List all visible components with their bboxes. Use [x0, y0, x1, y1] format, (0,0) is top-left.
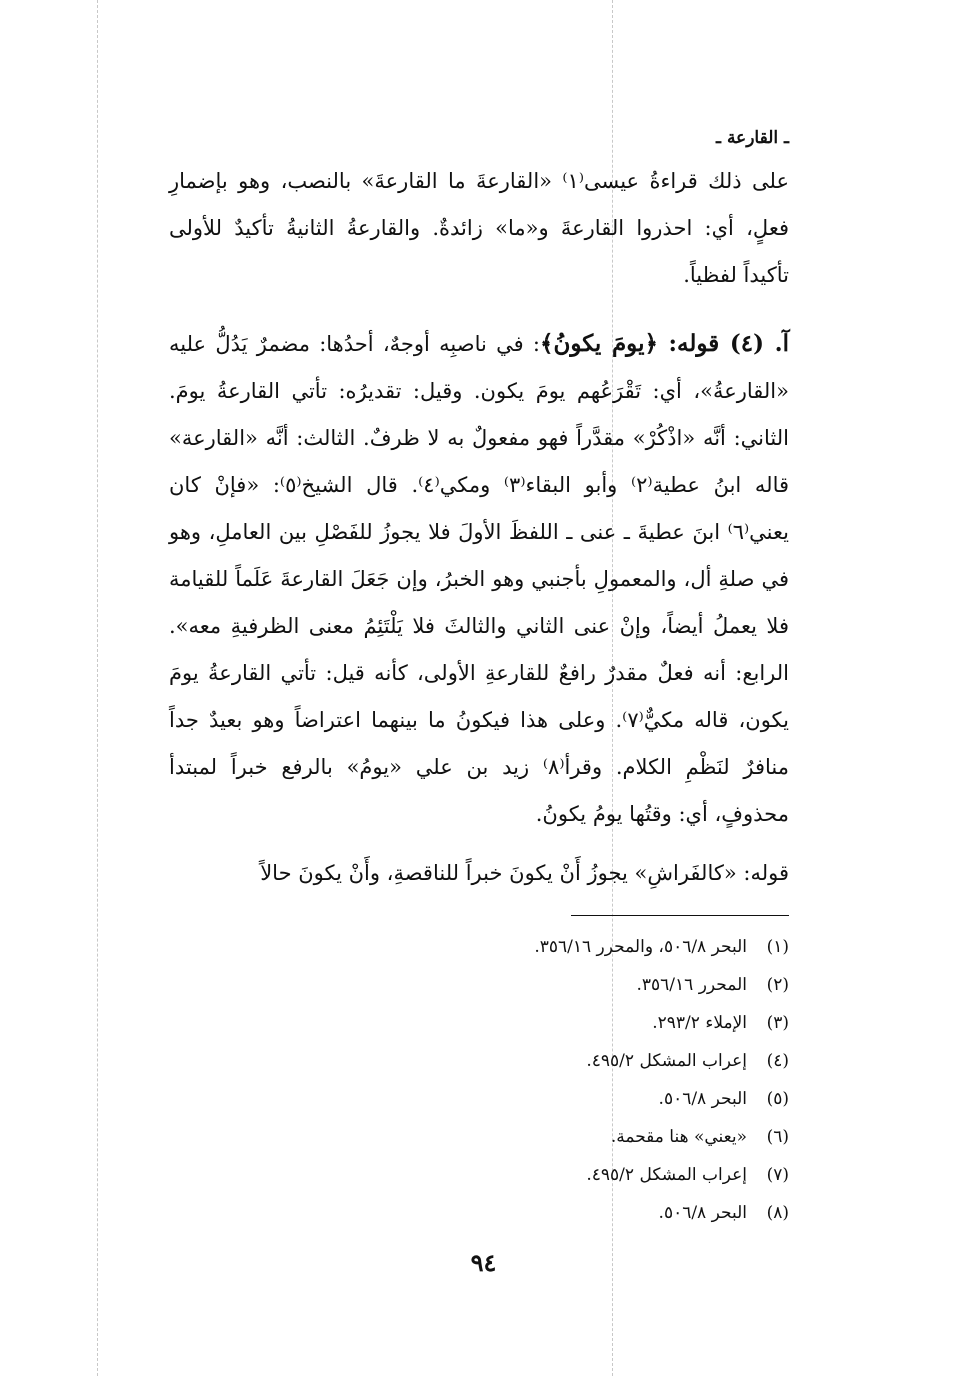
footnote	[229, 1194, 789, 1232]
footnote-number: (٦)	[766, 1127, 789, 1147]
paragraph-text: على ذلك قراءةُ عيسى⁽١⁾ «القارعةَ ما القارعةَ» بالنصب، وهو بإضمارِ فعلٍ، أي: احذروا القارعةَ و«ما» زائدةٌ. والقارعةُ الثانيةُ تأكيدٌ للأولى تأكيداً لفظياً.	[169, 169, 789, 287]
paragraph-text: قوله: «كالفَراشِ» يجوزُ أَنْ يكونَ خبراً للناقصةِ، وأَنْ يكونَ حالاً	[260, 861, 789, 885]
footnote	[229, 1004, 789, 1042]
footnote	[229, 1118, 789, 1156]
footnote	[229, 1080, 789, 1118]
paragraph	[169, 158, 789, 299]
running-header: ـ القارعة ـ	[716, 128, 789, 148]
verse-heading: آ. (٤) قوله: ﴿يومَ يكونُ﴾	[539, 330, 789, 357]
footnote-text: إعراب المشكل ٤٩٥/٢.	[586, 1051, 747, 1071]
footnote-number: (٧)	[766, 1165, 789, 1185]
footnote-number: (١)	[766, 937, 789, 957]
footnote-text: إعراب المشكل ٤٩٥/٢.	[586, 1165, 747, 1185]
footnote-number: (٢)	[766, 975, 789, 995]
scan-fold-line	[97, 0, 98, 1376]
footnote	[229, 928, 789, 966]
footnote-text: المحرر ٣٥٦/١٦.	[636, 975, 747, 995]
paragraph	[169, 320, 789, 838]
footnote-number: (٣)	[766, 1013, 789, 1033]
footnote	[229, 966, 789, 1004]
footnote-number: (٥)	[766, 1089, 789, 1109]
footnote-text: البحر ٥٠٦/٨.	[658, 1203, 747, 1223]
footnote	[229, 1156, 789, 1194]
footnote-text: البحر ٥٠٦/٨، والمحرر ٣٥٦/١٦.	[534, 937, 747, 957]
paragraph-text: : في ناصبِه أوجهٌ، أحدُها: مضمرٌ يَدُلُّ عليه «القارعةُ»، أي: تَقْرَعُهم يومَ يكون. وقيل: تقديرُه: تأتي القارعةُ يومَ. الثاني: أنَّه «اذْكُرْ» مقدَّراً فهو مفعولٌ به لا ظرفٌ. الثالث: أنَّه «القارعة» قاله ابنُ عطية⁽٢⁾ وأبو البقاء⁽٣⁾ ومكي⁽٤⁾. قال الشيخ⁽٥⁾: «فإنْ كان يعني⁽٦⁾ ابنَ عطيةَ ـ عنى ـ اللفظَ الأولَ فلا يجوزُ للفَصْلِ بين العاملِ، وهو في صلةِ أل، والمعمولِ بأجنبي وهو الخبرُ، وإن جَعَلَ القارعةَ عَلَماً للقيامة فلا يعملُ أيضاً، وإنْ عنى الثاني والثالثَ فلا يَلْتَئِمُ معنى الظرفيةِ معه». الرابع: أنه فعلٌ مقدرٌ رافعٌ للقارعةِ الأولى، كأنه قيل: تأتي القارعةُ يومَ يكون، قاله مكيٌّ⁽٧⁾. وعلى هذا فيكونُ ما بينهما اعتراضاً وهو بعيدٌ جداً منافرٌ لنَظْمِ الكلام. وقرأ⁽٨⁾ زيد بن علي «يومُ» بالرفع خبراً لمبتدأ محذوفٍ، أي: وقتُها يومُ يكونُ.	[169, 332, 790, 826]
footnote-separator	[571, 915, 789, 916]
page-number: ٩٤	[470, 1248, 497, 1277]
footnote-text: الإملاء ٢٩٣/٢.	[652, 1013, 747, 1033]
footnote-number: (٨)	[766, 1203, 789, 1223]
footnotes-list	[229, 928, 789, 1232]
footnote-text: «يعني» هنا مقحمة.	[610, 1127, 747, 1147]
footnote-text: البحر ٥٠٦/٨.	[658, 1089, 747, 1109]
footnote-number: (٤)	[766, 1051, 789, 1071]
footnote	[229, 1042, 789, 1080]
paragraph	[169, 850, 789, 897]
